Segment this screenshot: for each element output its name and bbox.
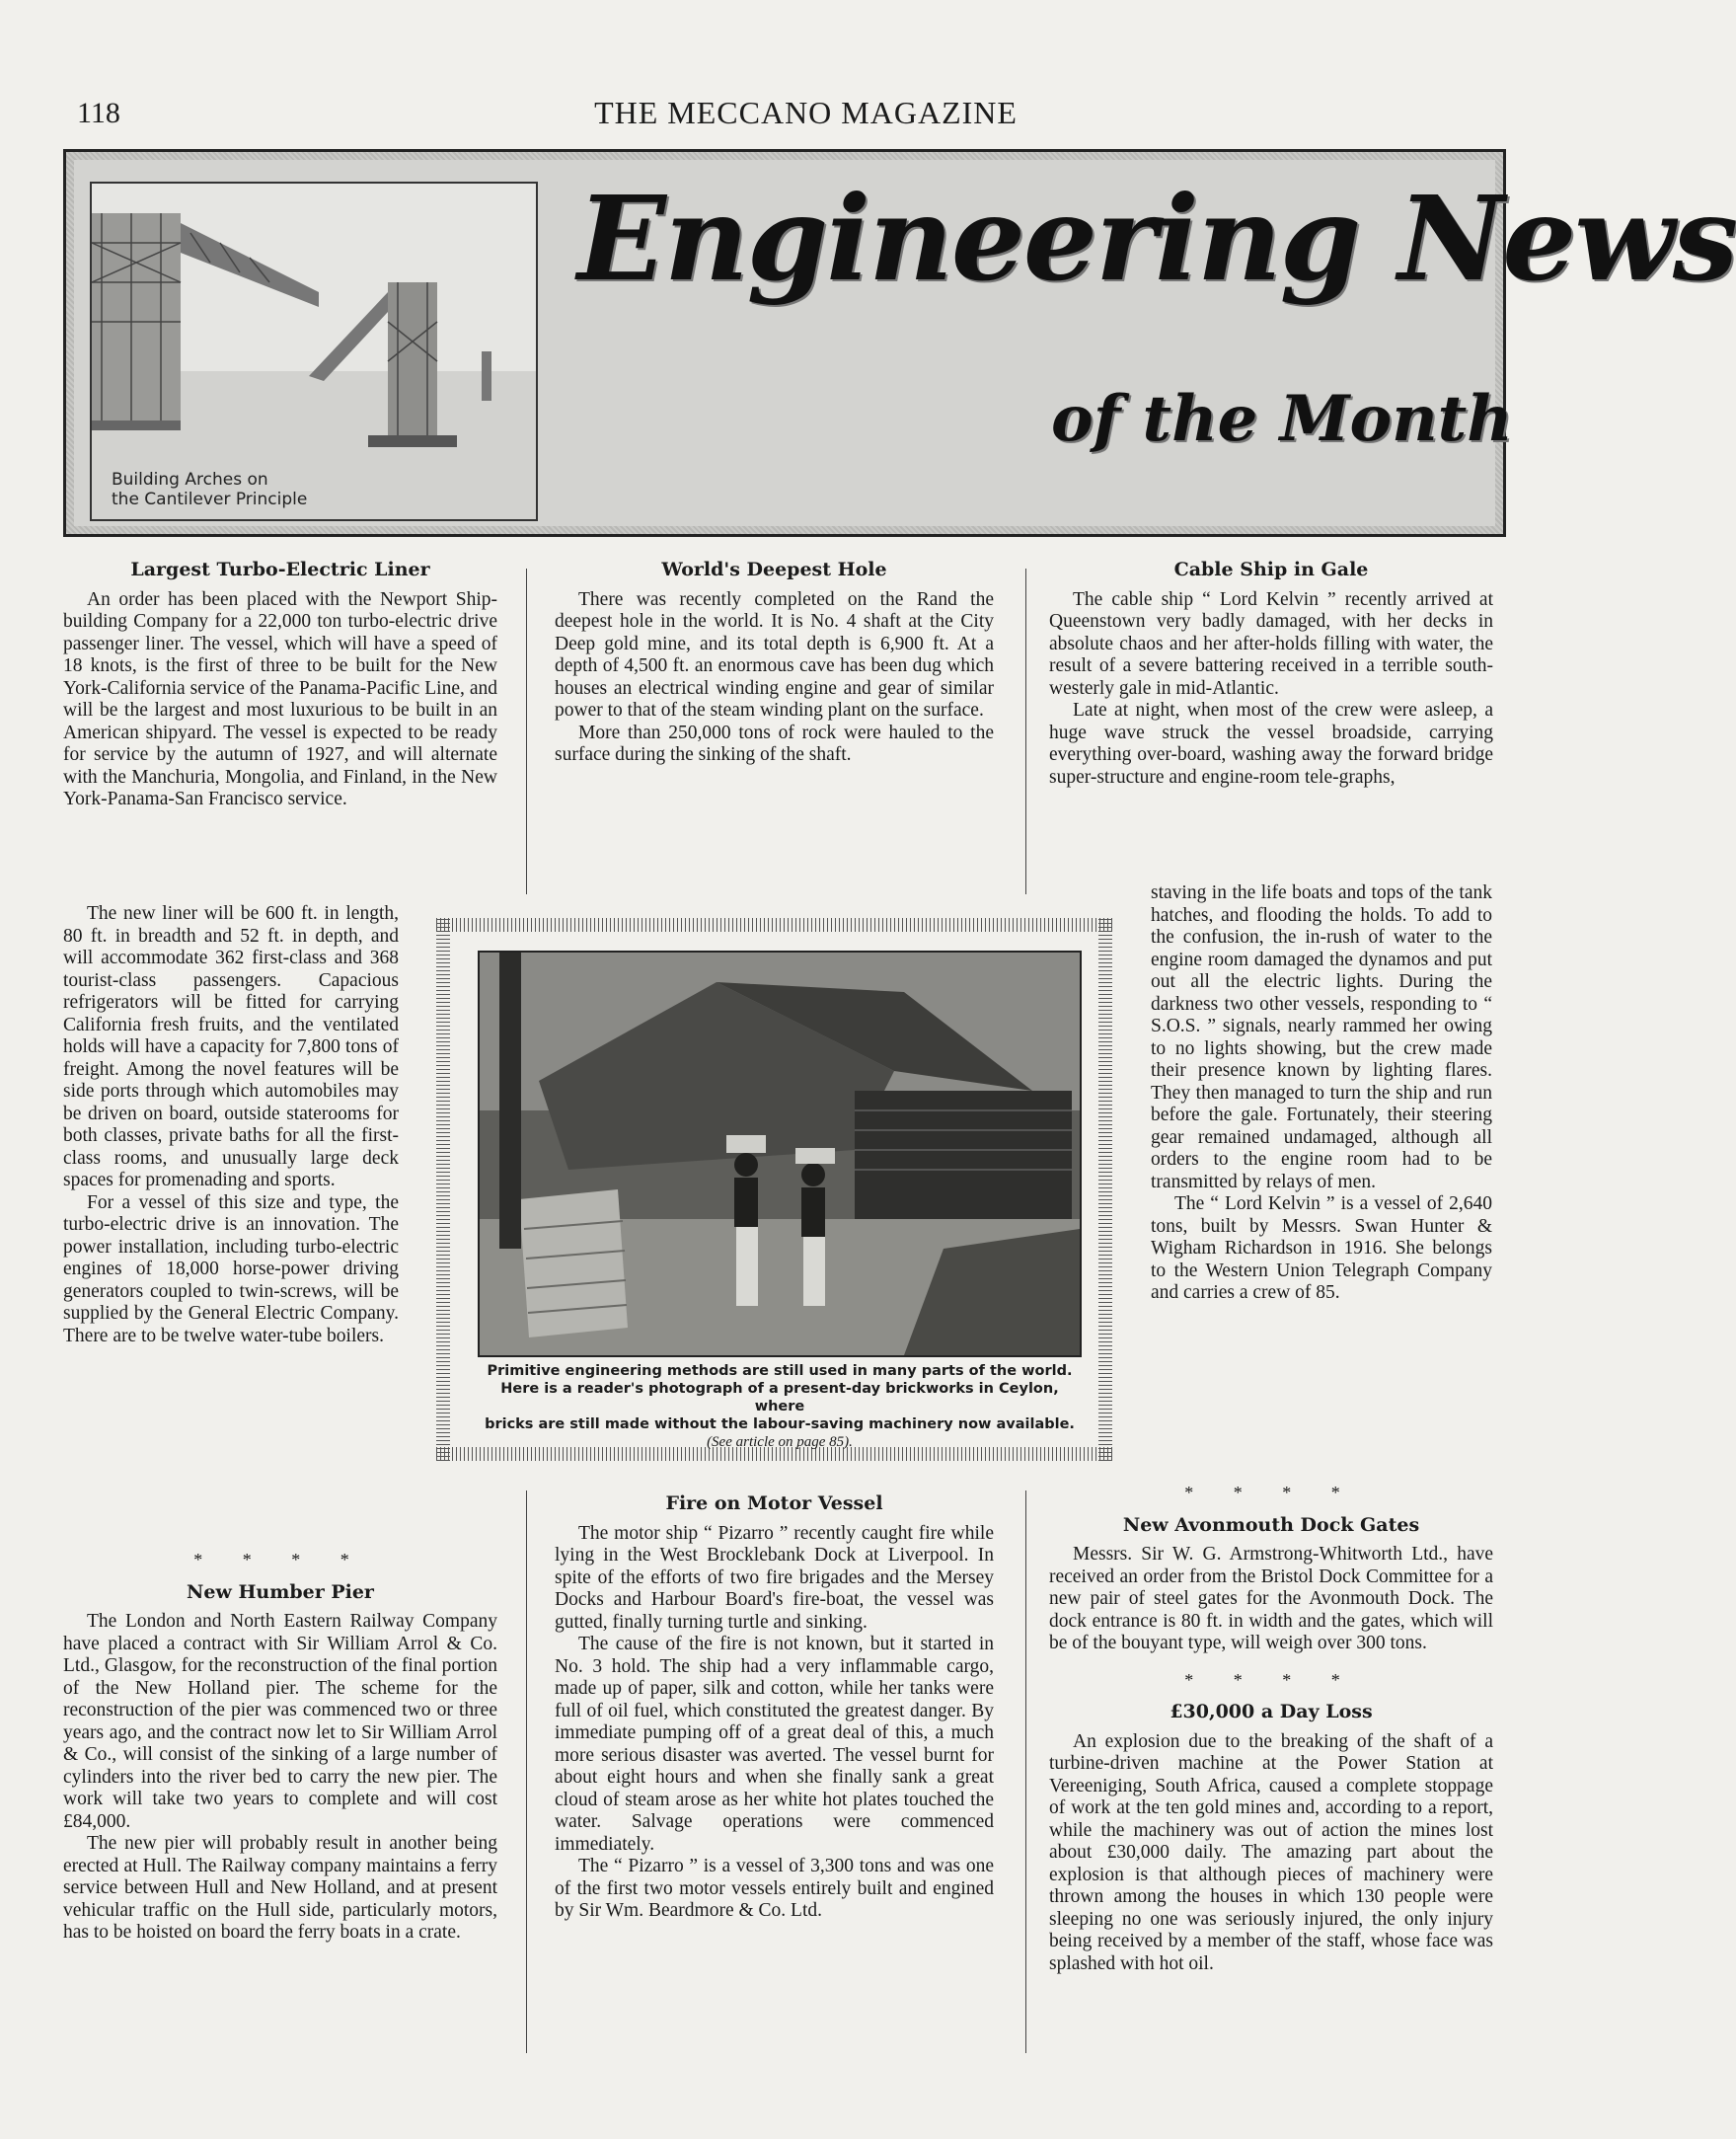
brickworks-image bbox=[480, 953, 1080, 1355]
illustration-caption bbox=[112, 470, 307, 509]
section-separator: * * * * bbox=[1184, 1669, 1358, 1690]
section-separator: * * * * bbox=[1184, 1483, 1358, 1502]
article-paragraph: An explosion due to the breaking of the shaft of a turbine-driven machine at the Power Station at Vereeniging, South Africa, caused a complete stoppage of work at the ten gold mines and, according to a report, while the machinery was out of action the mines lost about £30,000 daily. The amazing part about the explosion is that although pieces of machinery were thrown among the houses in which 130 people were sleeping no one was seriously injured, the only injury being received by a member of the staff, whose face was splashed with hot oil. bbox=[1049, 1730, 1493, 1974]
column-divider bbox=[526, 569, 527, 894]
magazine-title: THE MECCANO MAGAZINE bbox=[594, 95, 1018, 130]
article-heading: Largest Turbo-Electric Liner bbox=[130, 559, 430, 580]
figure-caption bbox=[474, 1362, 1086, 1451]
article-paragraph: staving in the life boats and tops of the tank hatches, and flooding the holds. To add to the confusion, the in-rush of water to the engine room damaged the dynamos and put out all the electric lights. During the darkness two other vessels, responding to “ S.O.S. ” signals, nearly rammed her owing to no lights showing, but the crew made their presence known by lighting flares. They then managed to turn the ship and run before the gale. Fortunately, their steering gear remained undamaged, although all orders to the engine room had to be transmitted by relays of men. bbox=[1151, 882, 1492, 1192]
article-paragraph: The “ Pizarro ” is a vessel of 3,300 tons and was one of the first two motor vessels entirely built and engined by Sir Wm. Beardmore & Co. Ltd. bbox=[555, 1856, 994, 1921]
article-paragraph: For a vessel of this size and type, the turbo-electric drive is an innovation. The power installation, including turbo-electric engines of 18,000 horse-power driving generators coupled to twin-screws, will be supplied by the General Electric Company. There are to be twelve water-tube boilers. bbox=[63, 1191, 399, 1346]
caption-line: bricks are still made without the labour-saving machinery now available. bbox=[485, 1416, 1075, 1432]
article-heading: New Avonmouth Dock Gates bbox=[1122, 1513, 1420, 1536]
article-paragraph: The new pier will probably result in another being erected at Hull. The Railway company maintains a ferry service between Hull and New Holland, and at present vehicular traffic on the Hull side, particularly motors, has to be hoisted on board the ferry boats in a crate. bbox=[63, 1833, 497, 1943]
banner-illustration bbox=[90, 182, 538, 521]
banner-subtitle: of the Month bbox=[1051, 382, 1513, 456]
article-paragraph: The new liner will be 600 ft. in length, 80 ft. in breadth and 52 ft. in depth, and will accommodate 362 first-class and 368 tourist-class passengers. Capacious refrigerators will be fitted for carrying California fresh fruits, and the ventilated holds will have a capacity for 7,800 tons of freight. Among the novel features will be side ports through which automobiles may be driven on board, outside staterooms for both classes, private baths for all the first-class rooms, and unusually large deck spaces for promenading and sports. bbox=[63, 903, 399, 1190]
article-heading: £30,000 a Day Loss bbox=[1170, 1701, 1373, 1722]
article-paragraph: The “ Lord Kelvin ” is a vessel of 2,640 tons, built by Messrs. Swan Hunter & Wigham Richardson in 1916. She belongs to the Western Union Telegraph Company and carries a crew of 85. bbox=[1151, 1193, 1492, 1303]
article-deepest-hole bbox=[555, 559, 994, 767]
bridge-illustration bbox=[92, 184, 536, 519]
article-heading: Cable Ship in Gale bbox=[1173, 559, 1369, 580]
article-cable-ship-cont bbox=[1151, 882, 1492, 1305]
banner bbox=[63, 149, 1736, 537]
page-number: 118 bbox=[77, 97, 120, 129]
article-heading: Fire on Motor Vessel bbox=[665, 1492, 883, 1514]
article-heading: New Humber Pier bbox=[187, 1580, 374, 1603]
article-paragraph: More than 250,000 tons of rock were hauled to the surface during the sinking of the shaft. bbox=[555, 722, 994, 765]
article-fire-motor-vessel bbox=[555, 1492, 994, 1923]
article-paragraph: Late at night, when most of the crew were asleep, a huge wave struck the vessel broadside, carrying everything over-board, washing away the forward bridge super-structure and engine-room tele-graphs, bbox=[1049, 700, 1493, 788]
caption-line: Primitive engineering methods are still used in many parts of the world. bbox=[487, 1363, 1073, 1379]
article-paragraph: The London and North Eastern Railway Company have placed a contract with Sir William Arrol & Co. Ltd., Glasgow, for the reconstruction of the final portion of the New Holland pier. The scheme for the reconstruction of the pier was commenced two or three years ago, and the contract now let to Sir William Arrol & Co., will consist of the sinking of a large number of cylinders into the river bed to carry the new pier. The work will take two years to complete and will cost £84,000. bbox=[63, 1611, 497, 1832]
article-paragraph: Messrs. Sir W. G. Armstrong-Whitworth Ltd., have received an order from the Bristol Dock Committee for a new pair of steel gates for the Avonmouth Dock. The dock entrance is 80 ft. in width and the gates, which will be of the bouyant type, will weigh over 300 tons. bbox=[1049, 1544, 1493, 1653]
caption-cross-reference: (See article on page 85). bbox=[707, 1434, 853, 1450]
column-divider bbox=[1025, 1490, 1026, 2053]
article-paragraph: The cause of the fire is not known, but it started in No. 3 hold. The ship had a very inflammable cargo, made up of paper, silk and cotton, while her tanks were full of oil fuel, which constituted the greatest danger. By immediate pumping off of a great deal of this, a much more serious disaster was averted. The vessel burnt for about eight hours and when she finally sank a great cloud of steam arose as her white hot plates touched the water. Salvage operations were commenced immediately. bbox=[555, 1634, 994, 1855]
article-turbo-liner bbox=[63, 559, 497, 811]
article-paragraph: An order has been placed with the Newport Ship-building Company for a 22,000 ton turbo-electric drive passenger liner. The vessel, which will have a speed of 18 knots, is the first of three to be built for the New York-California service of the Panama-Pacific Line, and will be the largest and most luxurious to be built in an American shipyard. The vessel is expected to be ready for service by the autumn of 1927, and will alternate with the Manchuria, Mongolia, and Finland, in the New York-Panama-San Francisco service. bbox=[63, 588, 497, 809]
section-separator: * * * * bbox=[193, 1550, 367, 1569]
article-avonmouth-dock bbox=[1049, 1478, 1493, 1975]
banner-background bbox=[74, 160, 1736, 526]
column-divider bbox=[526, 1490, 527, 2053]
illustration-caption-line: Building Arches on bbox=[112, 470, 268, 490]
article-paragraph: The motor ship “ Pizarro ” recently caught fire while lying in the West Brocklebank Dock at Liverpool. In spite of the efforts of two fire brigades and the Mersey Docks and Harbour Board's fire-boat, the vessel was gutted, finally turning turtle and sinking. bbox=[555, 1522, 994, 1633]
caption-line: Here is a reader's photograph of a present-day brickworks in Ceylon, where bbox=[500, 1381, 1059, 1414]
column-divider bbox=[1025, 569, 1026, 894]
article-humber-pier bbox=[63, 1535, 497, 1945]
brickworks-photo bbox=[478, 951, 1082, 1357]
article-turbo-liner-cont bbox=[63, 903, 399, 1347]
banner-title: Engineering News bbox=[577, 170, 1736, 307]
illustration-caption-line: the Cantilever Principle bbox=[112, 490, 308, 509]
article-paragraph: There was recently completed on the Rand the deepest hole in the world. It is No. 4 shaft at the City Deep gold mine, and its total depth is 6,900 ft. At a depth of 4,500 ft. an enormous cave has been dug which houses an electrical winding engine and gear of similar power to that of the steam winding plant on the surface. bbox=[555, 588, 994, 721]
article-heading: World's Deepest Hole bbox=[661, 559, 887, 580]
article-cable-ship bbox=[1049, 559, 1493, 789]
article-paragraph: The cable ship “ Lord Kelvin ” recently arrived at Queenstown very badly damaged, with her decks in absolute chaos and her after-holds filling with water, the result of a severe battering received in a terrible south-westerly gale in mid-Atlantic. bbox=[1049, 588, 1493, 699]
